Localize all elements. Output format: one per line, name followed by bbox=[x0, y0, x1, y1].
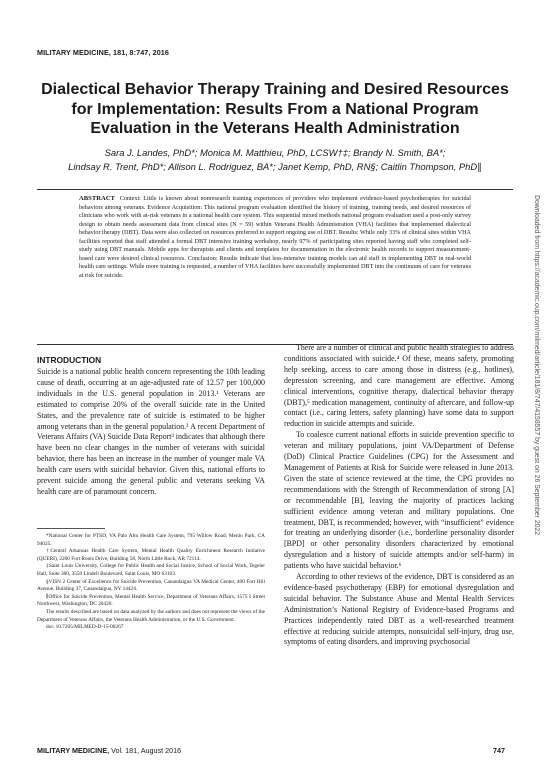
footnote: §VISN 2 Center of Excellence for Suicide Prevention, Canandaigua VA Medical Center, 400 Fort Hill Avenue, Building 37, Canandaigua, NY 14424. bbox=[37, 578, 265, 593]
author-line-1: Sara J. Landes, PhD*; Monica M. Matthieu, PhD, LCSW†‡; Brandy N. Smith, BA*; bbox=[104, 147, 446, 158]
paragraph: According to other reviews of the evidence, DBT is considered as an evidence-based psychotherapy (EBP) for emotional dysregulation and suicidal behavior. The Substance Abuse and Mental Health Services Administration’s National Registry of Evidence-based Programs and Practices independently rated DBT as a well-researched treatment effective at reducing suicide attempts, nonsuicidal self-injury, drug use, symptoms of eating disorders, and improving psychosocial bbox=[284, 572, 514, 647]
footnote: The results described are based on data analyzed by the authors and does not represent the views of the Department of Veterans Affairs, the Veterans Health Administration, or the U.S. Government. bbox=[37, 608, 265, 623]
footnote: †Central Arkansas Health Care System, Mental Health Quality Enrichment Research Initiative (QUERI), 2200 Fort Roots Drive, Building 58, North Little Rock, AR 72114. bbox=[37, 548, 265, 562]
footnote: ∥Office for Suicide Prevention, Mental Health Service, Department of Veterans Affairs, 1575 I Street Northwest, Washington, DC 20420. bbox=[37, 593, 265, 608]
right-column bbox=[284, 343, 514, 648]
doi: doi: 10.7205/MILMED-D-15-00267 bbox=[46, 624, 124, 631]
footer-journal bbox=[37, 746, 181, 755]
author-list bbox=[37, 146, 513, 173]
page-number: 747 bbox=[493, 746, 505, 755]
footnote: ‡Saint Louis University, College for Public Health and Social Justice, School of Social Work, Tegeler Hall, Suite 300, 3550 Lindell Boulevard, Saint Louis, MO 63103. bbox=[37, 563, 265, 577]
footnote-rule bbox=[37, 528, 105, 529]
footer-journal-name: MILITARY MEDICINE, bbox=[37, 746, 110, 755]
abstract-text: Context: Little is known about nonresearch training experiences of providers who implement evidence-based psychotherapies for suicidal behaviors among veterans. Evidence Acquisition: This national program evaluation identified the history of training, training needs, and desired resources of clinicians who work with at-risk veterans in a national health care system. This sequential mixed methods national program evaluation used a post-only survey design to obtain needs assessment data from clinical sites (N = 59) within Veterans Health Administration (VHA) facilities that implemented dialectical behavior therapy (DBT). Data were also collected on resources preferred to support ongoing use of DBT. Results: While only 33% of clinical sites within VHA facilities reported that staff attended a formal DBT intensive training workshop, nearly 97% of participating sites reported having staff who completed self-study using DBT manuals. Mobile apps for therapists and clients and templates for documentation in the electronic health records to support measurement-based care were desired clinical resources. Conclusion: Results indicate that less-intensive training models can aid staff in implementing DBT in real-world health care settings. While more training is requested, a number of VHA facilities have successfully implemented DBT into the continuum of care for veterans at risk for suicide. bbox=[79, 196, 471, 279]
footnote: *National Center for PTSD, VA Palo Alto Health Care System, 795 Willow Road, Menlo Park, CA 94025. bbox=[37, 533, 265, 547]
abstract bbox=[79, 195, 471, 280]
article-title: Dialectical Behavior Therapy Training and Desired Resources for Implementation: Results From a National Program Evaluation in the Veterans Health Administration bbox=[41, 81, 509, 137]
footer-issue: Vol. 181, August 2016 bbox=[109, 746, 182, 755]
paragraph: To coalesce current national efforts in suicide prevention specific to veteran and military populations, joint VA/Department of Defense (DoD) Clinical Practice Guidelines (CPG) for the Assessment and Management of Patients at Risk for Suicide were released in June 2013. Given the state of science reviewed at the time, the CPG provides no recommendations with the Strength of Recommendation of strong [A] or recommendable [B], leaving the majority of practices lacking sufficient evidence among veteran and military populations. One treatment, DBT, is recommended; however, with “insufficient” evidence for treating an underlying disorder (i.e., borderline personality disorder [BPD] or other personality disorders characterized by emotional dysregulation and a history of suicide attempts and/or self-harm) in patients who have suicidal behavior.⁶ bbox=[284, 430, 514, 571]
abstract-label: ABSTRACT bbox=[79, 195, 115, 202]
section-heading: INTRODUCTION bbox=[37, 355, 102, 365]
journal-header: MILITARY MEDICINE, 181, 8:747, 2016 bbox=[37, 48, 169, 57]
author-line-2: Lindsay R. Trent, PhD*; Allison L. Rodriguez, BA*; Janet Kemp, PhD, RN§; Caitlin Thompson, PhD∥ bbox=[68, 160, 482, 172]
paragraph: There are a number of clinical and public health strategies to address conditions associated with suicide.⁴ Of these, means safety, promoting help seeking, access to care among those in distress (e.g., hotlines), depression screening, and care management are effective. Among clinical interventions, cognitive therapy, dialectical behavior therapy (DBT),⁵ medication management, continuity of aftercare, and follow-up contact (i.e., caring letters, safety planning) have some data to support reduction in suicide attempts and suicide. bbox=[284, 343, 514, 429]
paragraph: Suicide is a national public health concern representing the 10th leading cause of death, occurring at an age-adjusted rate of 12.57 per 100,000 individuals in the U.S. general population in 2013.¹ Veterans are estimated to comprise 20% of the overall suicide rate in the United States, and the prevalence rate of suicide is estimated to be higher among veterans than in the general population.² A recent Department of Veterans Affairs (VA) Suicide Data Report³ indicates that although there have been no clear changes in the number of veterans with suicidal behavior, there has been an increase in the number of younger male VA health care users with suicidal behavior. Given this, national efforts to prevent suicide among the general public and veterans seeking VA health care are of paramount concern. bbox=[37, 367, 265, 496]
left-column bbox=[37, 367, 265, 498]
download-watermark bbox=[532, 195, 542, 715]
download-text: Downloaded from https://academic.oup.com/milmed/article/181/8/747/4158557 by guest on 26 September 2022 bbox=[533, 195, 540, 536]
abstract-top-rule bbox=[37, 189, 513, 190]
footnotes bbox=[37, 533, 265, 632]
